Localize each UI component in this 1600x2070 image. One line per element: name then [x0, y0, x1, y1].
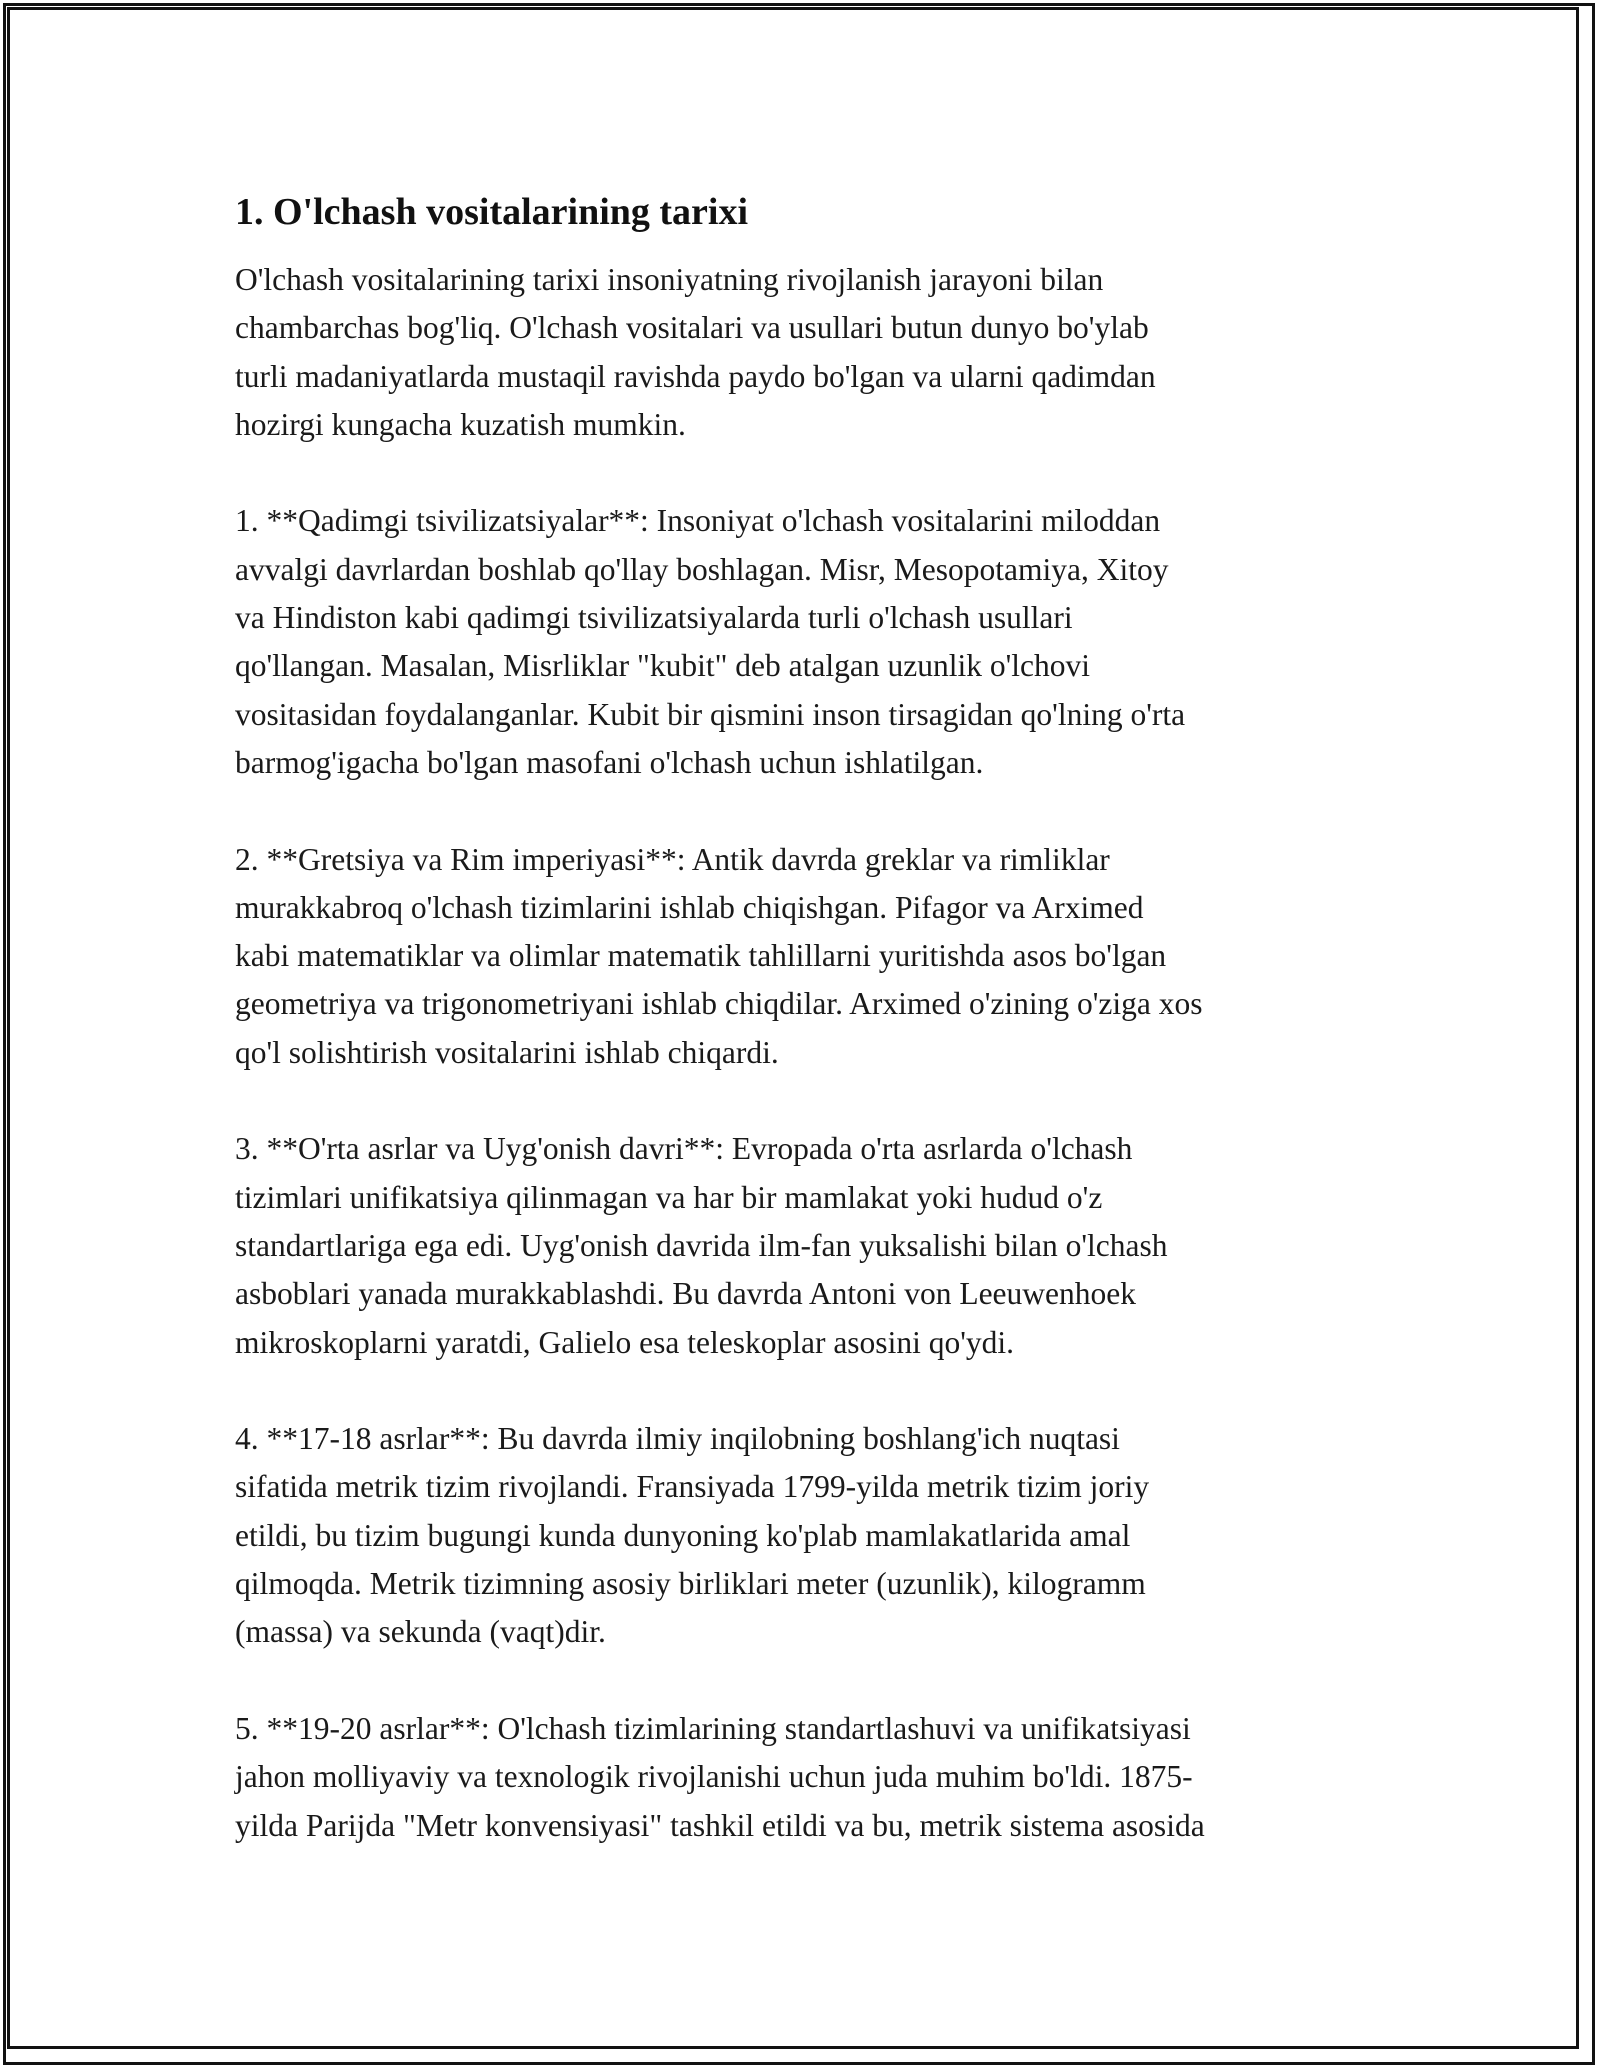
list-item-ancient-civilizations: 1. **Qadimgi tsivilizatsiyalar**: Insoniyat o'lchash vositalarini miloddan avvalgi davrlardan boshlab qo'llay boshlagan. Misr, Mesopotamiya, Xitoy va Hindiston kabi qadimgi tsivilizatsiyalarda turli o'lchash usullari qo'llangan. Masalan, Misrliklar "kubit" deb atalgan uzunlik o'lchovi vositasidan foydalanganlar. Kubit bir qismini inson tirsagidan qo'lning o'rta barmog'igacha bo'lgan masofani o'lchash uchun ishlatilgan.	[235, 503, 1186, 780]
list-item-17-18-centuries: 4. **17-18 asrlar**: Bu davrda ilmiy inqilobning boshlang'ich nuqtasi sifatida metrik tizim rivojlandi. Fransiyada 1799-yilda metrik tizim joriy etildi, bu tizim bugungi kunda dunyoning ko'plab mamlakatlarida amal qilmoqda. Metrik tizimning asosiy birliklari meter (uzunlik), kilogramm (massa) va sekunda (vaqt)dir.	[235, 1421, 1150, 1650]
section-heading: 1. O'lchash vositalarining tarixi	[235, 191, 749, 233]
list-item-middle-ages-renaissance: 3. **O'rta asrlar va Uyg'onish davri**: Evropada o'rta asrlarda o'lchash tizimlari unifikatsiya qilinmagan va har bir mamlakat yoki hudud o'z standartlariga ega edi. Uyg'onish davrida ilm-fan yuksalishi bilan o'lchash asboblari yanada murakkablashdi. Bu davrda Antoni von Leeuwenhoek mikroskoplarni yaratdi, Galielo esa teleskoplar asosini qo'ydi.	[235, 1131, 1168, 1360]
intro-paragraph: O'lchash vositalarining tarixi insoniyatning rivojlanish jarayoni bilan chambarchas bog'liq. O'lchash vositalari va usullari butun dunyo bo'ylab turli madaniyatlarda mustaqil ravishda paydo bo'lgan va ularni qadimdan hozirgi kungacha kuzatish mumkin.	[235, 262, 1156, 442]
list-item-19-20-centuries: 5. **19-20 asrlar**: O'lchash tizimlarining standartlashuvi va unifikatsiyasi jahon molliyaviy va texnologik rivojlanishi uchun juda muhim bo'ldi. 1875- yilda Parijda "Metr konvensiyasi" tashkil etildi va bu, metrik sistema asosida	[235, 1710, 1205, 1843]
document-body	[235, 182, 1375, 1898]
list-item-greece-rome: 2. **Gretsiya va Rim imperiyasi**: Antik davrda greklar va rimliklar murakkabroq o'lchash tizimlarini ishlab chiqishgan. Pifagor va Arximed kabi matematiklar va olimlar matematik tahlillarni yuritishda asos bo'lgan geometriya va trigonometriyani ishlab chiqdilar. Arximed o'zining o'ziga xos qo'l solishtirish vositalarini ishlab chiqardi.	[235, 841, 1203, 1070]
